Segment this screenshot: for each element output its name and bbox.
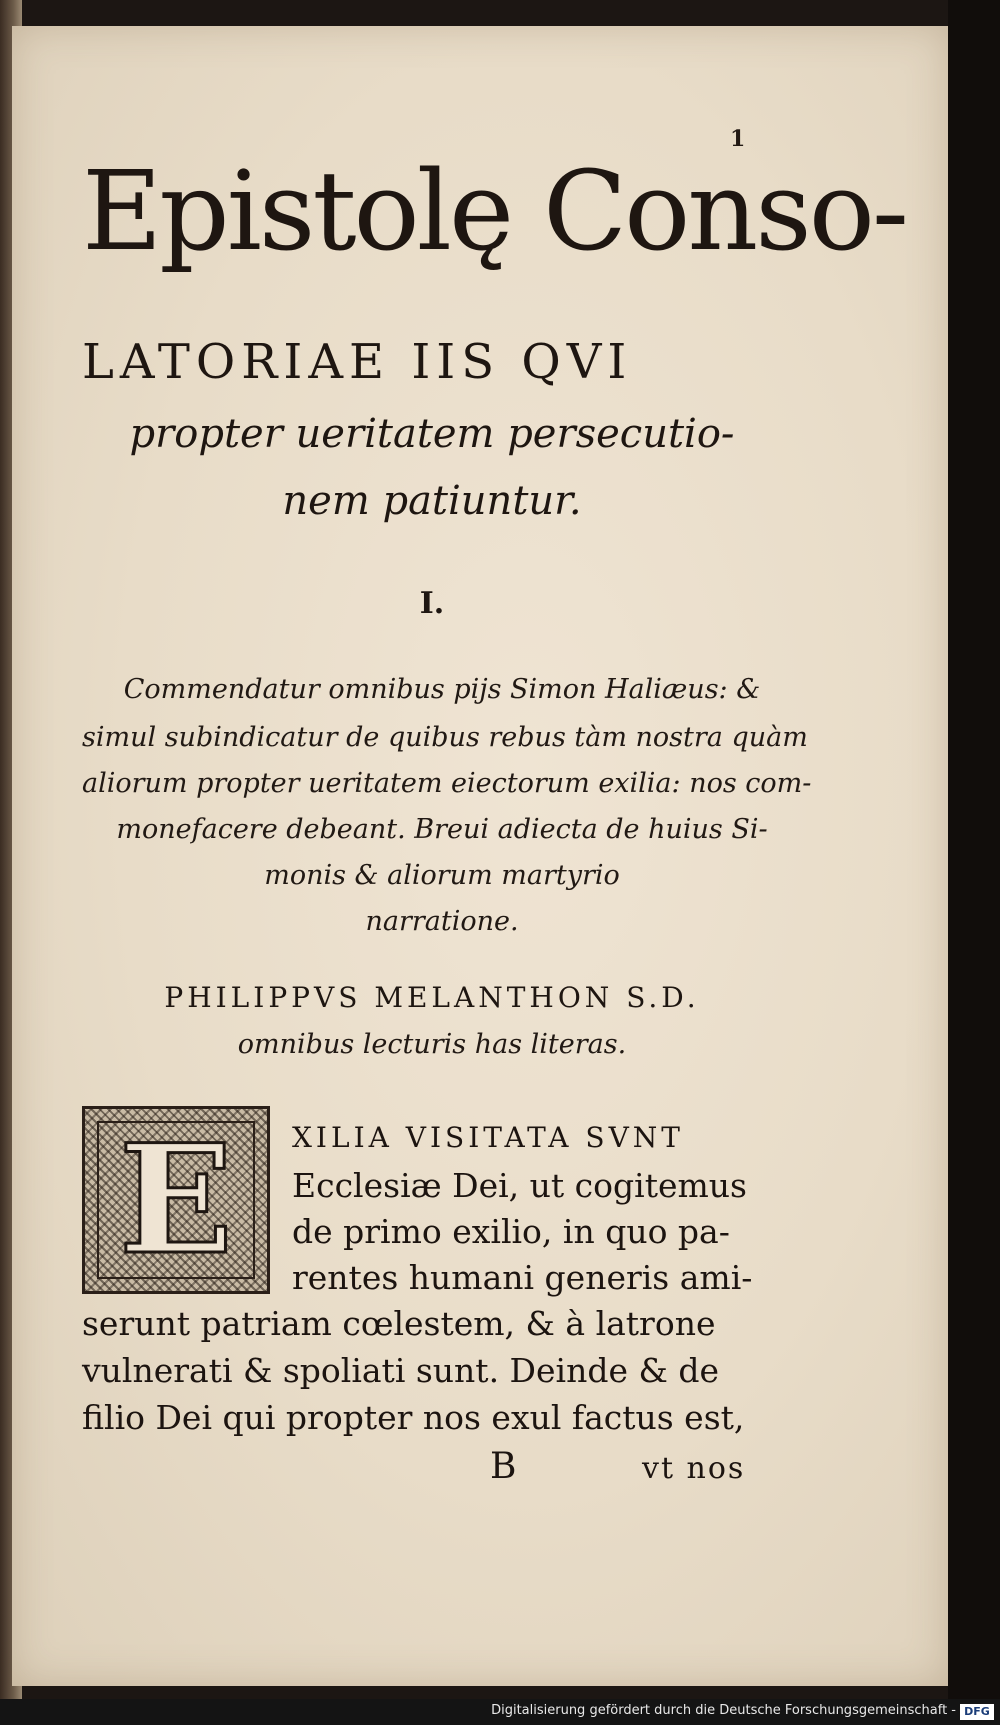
funding-credit: Digitalisierung gefördert durch die Deutsche Forschungsgemeinschaft - <box>491 1703 956 1718</box>
summary-line: simul subindicatur de quibus rebus tàm nostra quàm <box>82 722 808 753</box>
footer-bar <box>0 1699 1000 1725</box>
body-line: Ecclesiæ Dei, ut cogitemus <box>292 1166 747 1205</box>
title-caps: LATORIAE IIS QVI <box>82 334 633 390</box>
catchword: vt nos <box>642 1451 746 1486</box>
dfg-logo-icon[interactable]: DFG <box>960 1704 994 1720</box>
binding-shadow <box>948 0 1000 1725</box>
initial-letter: E <box>118 1112 234 1288</box>
title-italic-line-2: nem patiuntur. <box>282 478 582 524</box>
author-heading: PHILIPPVS MELANTHON S.D. <box>164 981 700 1014</box>
body-line: filio Dei qui propter nos exul factus est, <box>82 1398 745 1437</box>
book-page <box>12 26 948 1686</box>
summary-line: narratione. <box>365 906 519 937</box>
author-subheading: omnibus lecturis has literas. <box>237 1029 627 1060</box>
body-line: serunt patriam cœlestem, & à latrone <box>82 1304 716 1343</box>
body-line: de primo exilio, in quo pa- <box>292 1212 730 1251</box>
title-main: Epistolę Conso- <box>82 147 907 275</box>
body-line: rentes humani generis ami- <box>292 1258 753 1297</box>
section-number: I. <box>419 586 445 621</box>
title-italic-line-1: propter ueritatem persecutio- <box>129 411 735 457</box>
summary-line: monis & aliorum martyrio <box>264 860 620 891</box>
summary-line: Commendatur omnibus pijs Simon Haliæus: & <box>123 674 761 705</box>
folio-number: 1 <box>730 126 746 152</box>
summary-line: monefacere debeant. Breui adiecta de huius Si- <box>116 814 768 845</box>
body-line: vulnerati & spoliati sunt. Deinde & de <box>82 1351 720 1390</box>
summary-line: aliorum propter ueritatem eiectorum exilia: nos com- <box>82 768 812 799</box>
decorated-initial <box>82 1106 270 1294</box>
body-line: XILIA VISITATA SVNT <box>292 1121 684 1154</box>
signature-mark: B <box>490 1446 517 1487</box>
